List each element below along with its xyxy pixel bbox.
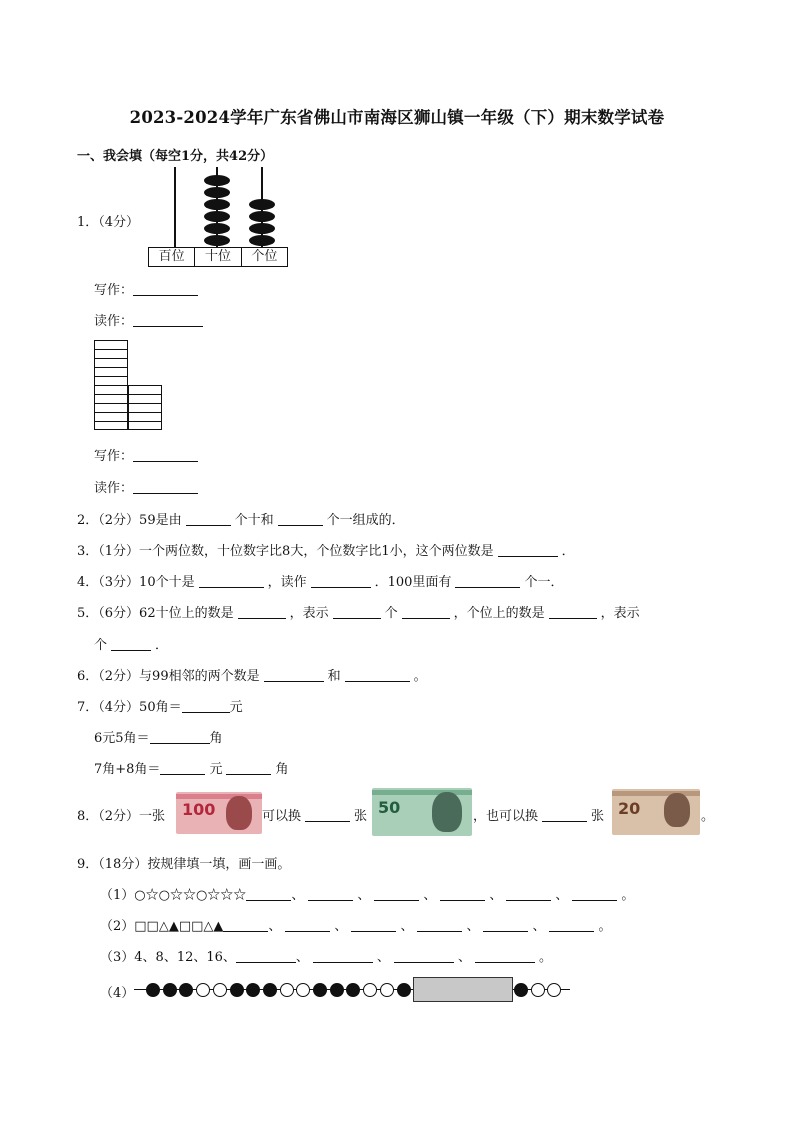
question-text: ，读作 [267,575,307,590]
question-text: 6元5角＝ [94,731,150,746]
abacus-bead [204,175,230,186]
answer-blank[interactable] [572,887,617,901]
question-text: 和 [327,669,341,684]
question-text: 4．（3分）10个十是 [77,575,195,590]
question-text: 7．（4分）50角＝ [77,700,182,715]
white-bead-icon [363,983,377,997]
abacus-base [148,247,288,267]
question-9-part-3 [100,946,552,965]
answer-blank[interactable] [264,668,324,682]
answer-blank[interactable] [345,668,410,682]
pattern-text: （3）4、8、12、16、 [100,950,236,965]
abacus-figure [148,167,288,269]
answer-blank[interactable] [186,512,231,526]
banknote-100-image [176,792,262,834]
abacus-rod-hundreds [174,167,176,247]
abacus-bead [249,211,275,222]
answer-blank[interactable] [475,949,535,963]
portrait-icon [432,792,462,832]
answer-blank[interactable] [223,918,268,932]
question-text: 张 [591,809,605,824]
question-7-line-2 [94,727,223,746]
question-3 [77,540,575,559]
question-text: 个十和 [234,513,274,528]
answer-blank[interactable] [542,808,587,822]
answer-blank[interactable] [455,574,520,588]
separator: 、 [357,888,371,903]
banknote-value: 50 [378,798,401,817]
question-8-part-a: 8．（2分）一张 [77,809,166,824]
separator: 、 [334,919,348,934]
write-label: 写作： [94,449,134,464]
answer-blank[interactable] [313,949,373,963]
question-5-line-1 [77,602,640,621]
black-bead-icon [397,983,411,997]
question-text: 角 [275,762,289,777]
answer-blank[interactable] [311,574,371,588]
answer-blank[interactable] [417,918,462,932]
question-text: 。 [413,669,427,684]
question-6 [77,665,427,684]
question-text: 元 [209,762,223,777]
black-bead-icon [230,983,244,997]
answer-blank[interactable] [226,761,271,775]
abacus-label-hundreds: 百位 [149,248,195,266]
answer-blank[interactable] [133,448,198,462]
question-text: 个 [94,638,108,653]
answer-blank[interactable] [305,808,350,822]
answer-blank[interactable] [236,949,296,963]
question-text: ． [155,638,169,653]
question-text: ．100里面有 [374,575,452,590]
write-label: 写作： [94,283,134,298]
question-text: 6．（2分）与99相邻的两个数是 [77,669,260,684]
abacus-label-ones: 个位 [251,249,278,264]
answer-blank[interactable] [374,887,419,901]
separator: 、 [555,888,569,903]
answer-blank[interactable] [351,918,396,932]
answer-blank[interactable] [238,605,286,619]
question-text: 7角+8角＝ [94,762,161,777]
answer-blank[interactable] [246,887,291,901]
answer-blank[interactable] [549,605,597,619]
answer-blank[interactable] [133,480,198,494]
section-heading: 一、我会填（每空1分，共42分） [77,149,274,164]
separator: 、 [295,950,309,965]
question-9-part-2 [100,915,612,934]
abacus-bead [204,235,230,246]
question-text: 张 [354,809,368,824]
answer-blank[interactable] [498,543,558,557]
question-text: 个一组成的． [326,513,405,528]
separator: 、 [268,919,282,934]
portrait-icon [664,793,690,827]
banknote-value: 100 [182,800,216,819]
separator: 、 [376,950,390,965]
black-bead-icon [346,983,360,997]
black-bead-icon [163,983,177,997]
answer-blank[interactable] [278,512,323,526]
abacus-bead [249,223,275,234]
question-text: ，个位上的数是 [453,606,545,621]
question-8-end: 。 [701,809,715,824]
question-text: ，表示 [289,606,329,621]
read-line-2 [94,477,202,496]
separator: 、 [423,888,437,903]
question-5-line-2 [94,634,168,653]
black-bead-icon [313,983,327,997]
question-text: 角 [209,731,223,746]
answer-blank[interactable] [285,918,330,932]
separator: 、 [489,888,503,903]
white-bead-icon [547,983,561,997]
question-9-part-1 [100,884,634,903]
question-text: ，也可以换 [473,809,539,824]
answer-blank[interactable] [483,918,528,932]
write-line-2 [94,445,202,464]
question-text: 个 [384,606,398,621]
black-bead-icon [146,983,160,997]
banknote-value: 20 [618,799,641,818]
separator: 、 [457,950,471,965]
separator: 、 [400,919,414,934]
answer-blank[interactable] [182,699,230,713]
black-bead-icon [514,983,528,997]
question-text: 个一． [524,575,564,590]
answer-blank[interactable] [150,730,210,744]
answer-blank[interactable] [549,918,594,932]
separator: 、 [532,919,546,934]
read-label: 读作： [94,314,134,329]
question-8-part-c [473,805,604,824]
end-mark: 。 [598,919,612,934]
question-text: 可以换 [262,809,302,824]
question-text: 5．（6分）62十位上的数是 [77,606,234,621]
banknote-50-image [372,788,472,836]
white-bead-icon [213,983,227,997]
question-text: ，表示 [600,606,640,621]
white-bead-icon [531,983,545,997]
answer-blank[interactable] [333,605,381,619]
question-7-line-1 [77,696,243,715]
bead-chain-pattern [134,979,570,1001]
separator: 、 [291,888,305,903]
abacus-label-tens: 十位 [195,248,241,266]
read-label: 读作： [94,481,134,496]
question-9-part-4-label: （4） [100,986,135,1001]
end-mark: 。 [538,950,552,965]
answer-blank[interactable] [402,605,450,619]
white-bead-icon [280,983,294,997]
hidden-beads-box[interactable] [413,977,513,1002]
abacus-bead [204,223,230,234]
answer-blank[interactable] [308,887,353,901]
end-mark: 。 [621,888,635,903]
block-column-ones [128,385,162,430]
white-bead-icon [380,983,394,997]
portrait-icon [226,796,252,830]
question-text: 元 [229,700,243,715]
answer-blank[interactable] [133,282,198,296]
answer-blank[interactable] [160,761,205,775]
abacus-bead [204,187,230,198]
abacus-bead [249,235,275,246]
question-2 [77,509,405,528]
black-bead-icon [263,983,277,997]
answer-blank[interactable] [199,574,264,588]
abacus-bead [204,211,230,222]
white-bead-icon [296,983,310,997]
page-title: 2023-2024学年广东省佛山市南海区狮山镇一年级（下）期末数学试卷 [129,108,665,127]
question-text: 2．（2分）59是由 [77,513,182,528]
read-line-1 [94,310,207,329]
question-4 [77,571,563,590]
block-column-tens [94,340,128,430]
write-line-1 [94,279,202,298]
answer-blank[interactable] [133,313,203,327]
pattern-text: （2）□□△▲□□△▲ [100,919,224,934]
answer-blank[interactable] [440,887,485,901]
answer-blank[interactable] [111,637,151,651]
banknote-20-image [612,789,700,835]
answer-blank[interactable] [394,949,454,963]
white-bead-icon [196,983,210,997]
answer-blank[interactable] [506,887,551,901]
question-1-label: 1．（4分） [77,215,140,230]
counting-blocks-figure [94,340,162,430]
black-bead-icon [246,983,260,997]
question-8-part-b [262,805,367,824]
black-bead-icon [179,983,193,997]
separator: 、 [466,919,480,934]
question-text: 3．（1分）一个两位数，十位数字比8大，个位数字比1小，这个两位数是 [77,544,494,559]
abacus-bead [249,199,275,210]
pattern-text: （1）○☆○☆☆○☆☆☆ [100,888,247,903]
question-text: ． [561,544,575,559]
abacus-bead [204,199,230,210]
black-bead-icon [330,983,344,997]
question-9: 9．（18分）按规律填一填，画一画。 [77,857,291,872]
question-7-line-3 [94,758,288,777]
